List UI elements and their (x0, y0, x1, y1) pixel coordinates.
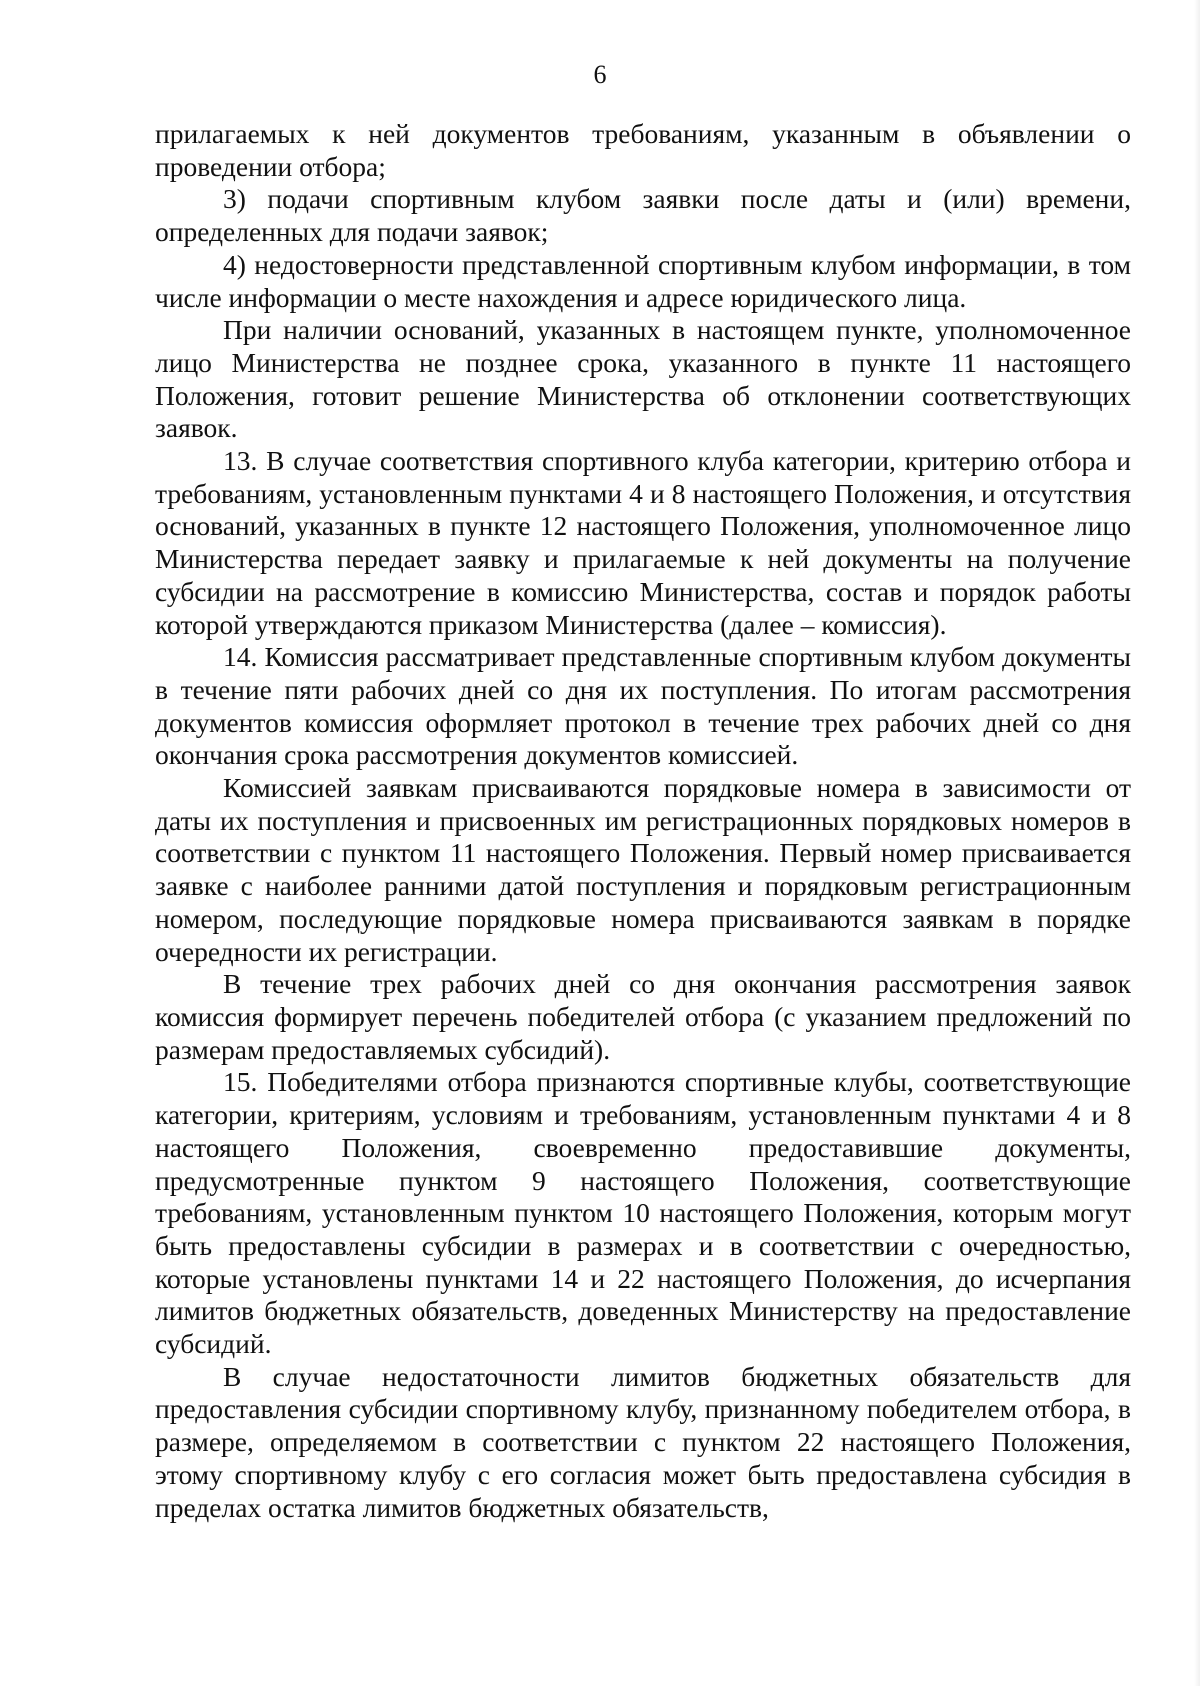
paragraph-grounds-rejection: При наличии оснований, указанных в настоящем пункте, уполномоченное лицо Министерства не позднее срока, указанного в пункте 11 настоящего Положения, готовит решение Министерства об отклонении соответствующих заявок. (155, 314, 1131, 444)
paragraph-winners-list: В течение трех рабочих дней со дня окончания рассмотрения заявок комиссия формирует перечень победителей отбора (с указанием предложений по размерам предоставляемых субсидий). (155, 968, 1131, 1065)
paragraph-clause-13: 13. В случае соответствия спортивного клуба категории, критерию отбора и требованиям, установленным пунктами 4 и 8 настоящего Положения, и отсутствия оснований, указанных в пункте 12 настоящего Положения, уполномоченное лицо Министерства передает заявку и прилагаемые к ней документы на получение субсидии на рассмотрение в комиссию Министерства, состав и порядок работы которой утверждаются приказом Министерства (далее – комиссия). (155, 445, 1131, 640)
paragraph-continuation: прилагаемых к ней документов требованиям, указанным в объявлении о проведении отбора; (155, 118, 1131, 182)
paragraph-clause-15: 15. Победителями отбора признаются спортивные клубы, соответствующие категории, критериям, условиям и требованиям, установленным пунктами 4 и 8 настоящего Положения, своевременно предоставившие документы, предусмотренные пунктом 9 настоящего Положения, соответствующие требованиям, установленным пунктом 10 настоящего Положения, которым могут быть предоставлены субсидии в размерах и в соответствии с очередностью, которые установлены пунктами 14 и 22 настоящего Положения, до исчерпания лимитов бюджетных обязательств, доведенных Министерству на предоставление субсидий. (155, 1066, 1131, 1360)
document-body (155, 118, 1131, 1524)
paragraph-insufficient-limits: В случае недостаточности лимитов бюджетных обязательств для предоставления субсидии спортивному клубу, признанному победителем отбора, в размере, определяемом в соответствии с пунктом 22 настоящего Положения, этому спортивному клубу с его согласия может быть предоставлена субсидия в пределах остатка лимитов бюджетных обязательств, (155, 1360, 1131, 1523)
scan-edge-shadow (1194, 0, 1200, 1686)
paragraph-order-numbers: Комиссией заявкам присваиваются порядковые номера в зависимости от даты их поступления и присвоенных им регистрационных порядковых номеров в соответствии с пунктом 11 настоящего Положения. Первый номер присваивается заявке с наиболее ранними датой поступления и порядковым регистрационным номером, последующие порядковые номера присваиваются заявкам в порядке очередности их регистрации. (155, 772, 1131, 967)
paragraph-clause-14: 14. Комиссия рассматривает представленные спортивным клубом документы в течение пяти рабочих дней со дня их поступления. По итогам рассмотрения документов комиссия оформляет протокол в течение трех рабочих дней со дня окончания срока рассмотрения документов комиссией. (155, 641, 1131, 771)
paragraph-item-3: 3) подачи спортивным клубом заявки после даты и (или) времени, определенных для подачи заявок; (155, 183, 1131, 248)
page-number: 6 (593, 60, 607, 89)
paragraph-item-4: 4) недостоверности представленной спортивным клубом информации, в том числе информации о месте нахождения и адресе юридического лица. (155, 248, 1131, 313)
